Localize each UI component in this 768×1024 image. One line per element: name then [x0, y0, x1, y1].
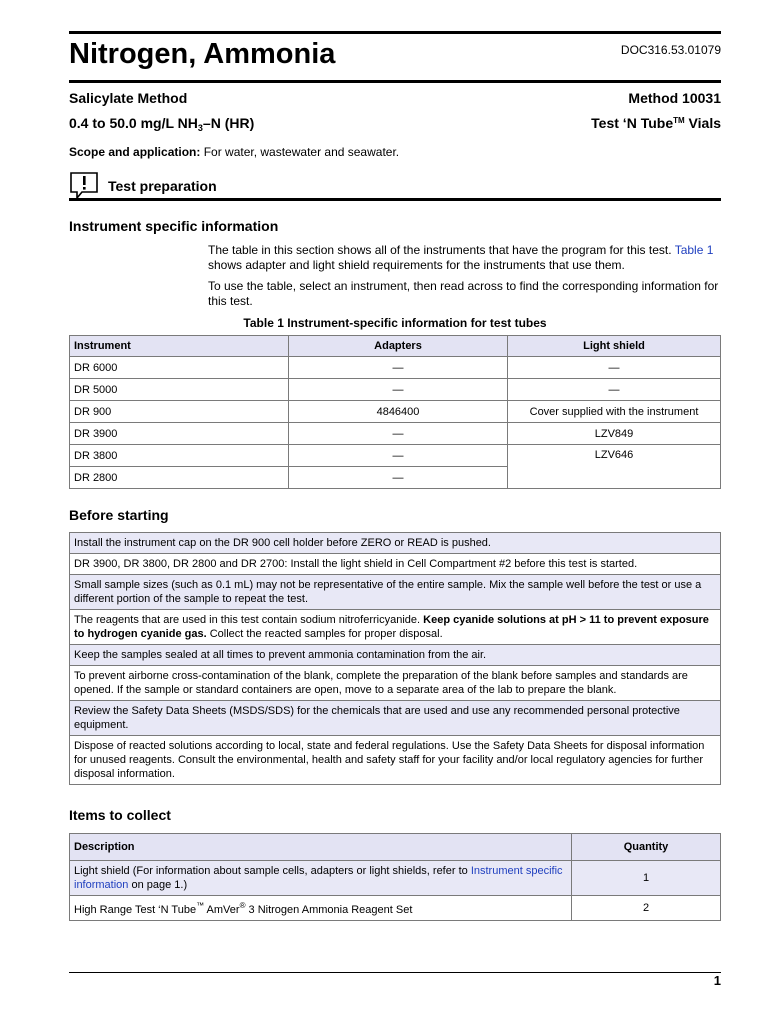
row2-text-c: 3 Nitrogen Ammonia Reagent Set: [245, 904, 413, 916]
table-row: [70, 401, 721, 423]
range-suffix: –N (HR): [202, 115, 255, 131]
adapter-cell: —: [289, 445, 508, 467]
instrument-cell: DR 2800: [70, 467, 289, 489]
list-item: [70, 610, 721, 645]
footer-rule: [69, 972, 721, 973]
table-row: [70, 861, 721, 896]
table-header-row: [70, 336, 721, 357]
adapter-cell: —: [289, 379, 508, 401]
row2-text-a: High Range Test ‘N Tube: [74, 904, 197, 916]
table-row: [70, 896, 721, 921]
instrument-info-para1: [208, 243, 722, 273]
col-description: Description: [70, 834, 572, 861]
before-starting-table: [69, 532, 721, 785]
col-adapters: Adapters: [289, 336, 508, 357]
list-item: [70, 736, 721, 785]
items-table: [69, 833, 721, 921]
test-preparation-title: Test preparation: [108, 178, 217, 194]
registered-mark: ®: [239, 901, 246, 910]
items-to-collect-heading: Items to collect: [69, 807, 171, 823]
page-title: Nitrogen, Ammonia: [69, 38, 336, 70]
before-item: Review the Safety Data Sheets (MSDS/SDS) for the chemicals that are used and use any recommended personal protective equipment.: [70, 701, 721, 736]
before-item: Small sample sizes (such as 0.1 mL) may not be representative of the entire sample. Mix the sample well before the test or use a different portion of the sample to repeat the test.: [70, 575, 721, 610]
doc-number: DOC316.53.01079: [620, 43, 721, 57]
shield-cell: LZV646: [508, 445, 721, 489]
vials-trademark: TM: [673, 116, 685, 125]
instrument-cell: DR 3800: [70, 445, 289, 467]
before-item: Keep the samples sealed at all times to prevent ammonia contamination from the air.: [70, 645, 721, 666]
list-item: [70, 666, 721, 701]
adapter-cell: —: [289, 423, 508, 445]
list-item: [70, 554, 721, 575]
item-quantity: 2: [572, 896, 721, 921]
before-item-reagent: [70, 610, 721, 645]
table-row: [70, 379, 721, 401]
row2-text-b: AmVer: [204, 904, 240, 916]
method-name: Salicylate Method: [69, 90, 188, 106]
reagent-text-a: The reagents that are used in this test contain sodium nitroferricyanide.: [74, 614, 424, 626]
range-prefix: 0.4 to 50.0 mg/L NH: [69, 115, 198, 131]
table1-caption: Table 1 Instrument-specific information for test tubes: [243, 316, 547, 330]
shield-cell: Cover supplied with the instrument: [508, 401, 721, 423]
scope-text: For water, wastewater and seawater.: [200, 145, 400, 159]
before-item: To prevent airborne cross-contamination of the blank, complete the preparation of the blank before samples and standards are opened. If the sample or standard containers are open, move to a separate area of the lab to prepare the blank.: [70, 666, 721, 701]
col-light-shield: Light shield: [508, 336, 721, 357]
adapter-cell: —: [289, 467, 508, 489]
table1-link[interactable]: Table 1: [674, 243, 714, 257]
instrument-cell: DR 6000: [70, 357, 289, 379]
before-item: DR 3900, DR 3800, DR 2800 and DR 2700: Install the light shield in Cell Compartment #2 before this test is started.: [70, 554, 721, 575]
range-label: [69, 115, 254, 133]
vials-suffix: Vials: [684, 115, 721, 131]
instrument-table: [69, 335, 721, 489]
adapter-cell: 4846400: [289, 401, 508, 423]
instrument-cell: DR 3900: [70, 423, 289, 445]
row1-text-a: Light shield (For information about sample cells, adapters or light shields, refer to: [74, 865, 471, 877]
shield-cell: —: [508, 357, 721, 379]
instrument-cell: DR 5000: [70, 379, 289, 401]
list-item: [70, 533, 721, 554]
para1-text-b: shows adapter and light shield requirements for the instruments that use them.: [208, 258, 625, 272]
table-header-row: [70, 834, 721, 861]
table-row: [70, 423, 721, 445]
method-number: Method 10031: [628, 90, 721, 106]
test-preparation-rule: [69, 198, 721, 201]
scope-line: [69, 145, 399, 159]
trademark-mark: ™: [196, 901, 205, 910]
shield-cell: LZV849: [508, 423, 721, 445]
before-item: Install the instrument cap on the DR 900 cell holder before ZERO or READ is pushed.: [70, 533, 721, 554]
before-starting-heading: Before starting: [69, 507, 169, 523]
col-instrument: Instrument: [70, 336, 289, 357]
table-row: [70, 445, 721, 467]
table-row: [70, 357, 721, 379]
adapter-cell: —: [289, 357, 508, 379]
instrument-info-para2: To use the table, select an instrument, then read across to find the corresponding information for this test.: [208, 279, 719, 308]
item-description: [70, 896, 572, 921]
item-quantity: 1: [572, 861, 721, 896]
para1-text-a: The table in this section shows all of the instruments that have the program for this test.: [208, 243, 675, 257]
title-rule: [69, 80, 721, 83]
range-subscript: 3: [197, 123, 203, 133]
reagent-warning: Keep cyanide solutions at pH > 11 to prevent exposure to hydrogen cyanide gas.: [74, 614, 709, 640]
instrument-info-heading: Instrument specific information: [69, 218, 279, 234]
item-description: [70, 861, 572, 896]
before-item: Dispose of reacted solutions according to local, state and federal regulations. Use the Safety Data Sheets for disposal information for unused reagents. Consult the environmental, health and safety staff for your facility and/or local regulatory agencies for further disposal information.: [70, 736, 721, 785]
shield-cell: —: [508, 379, 721, 401]
scope-label: Scope and application:: [69, 145, 201, 159]
top-rule: [69, 31, 721, 34]
list-item: [70, 575, 721, 610]
vials-label: [591, 115, 721, 131]
list-item: [70, 701, 721, 736]
instrument-cell: DR 900: [70, 401, 289, 423]
instrument-info-link[interactable]: Instrument specific information: [74, 865, 563, 891]
col-quantity: Quantity: [572, 834, 721, 861]
warning-note-icon: [69, 171, 99, 201]
row1-text-b: on page 1.): [128, 879, 188, 891]
list-item: [70, 645, 721, 666]
reagent-text-b: Collect the reacted samples for proper disposal.: [206, 628, 443, 640]
page-number: 1: [713, 973, 721, 988]
vials-prefix: Test ‘N Tube: [591, 115, 674, 131]
